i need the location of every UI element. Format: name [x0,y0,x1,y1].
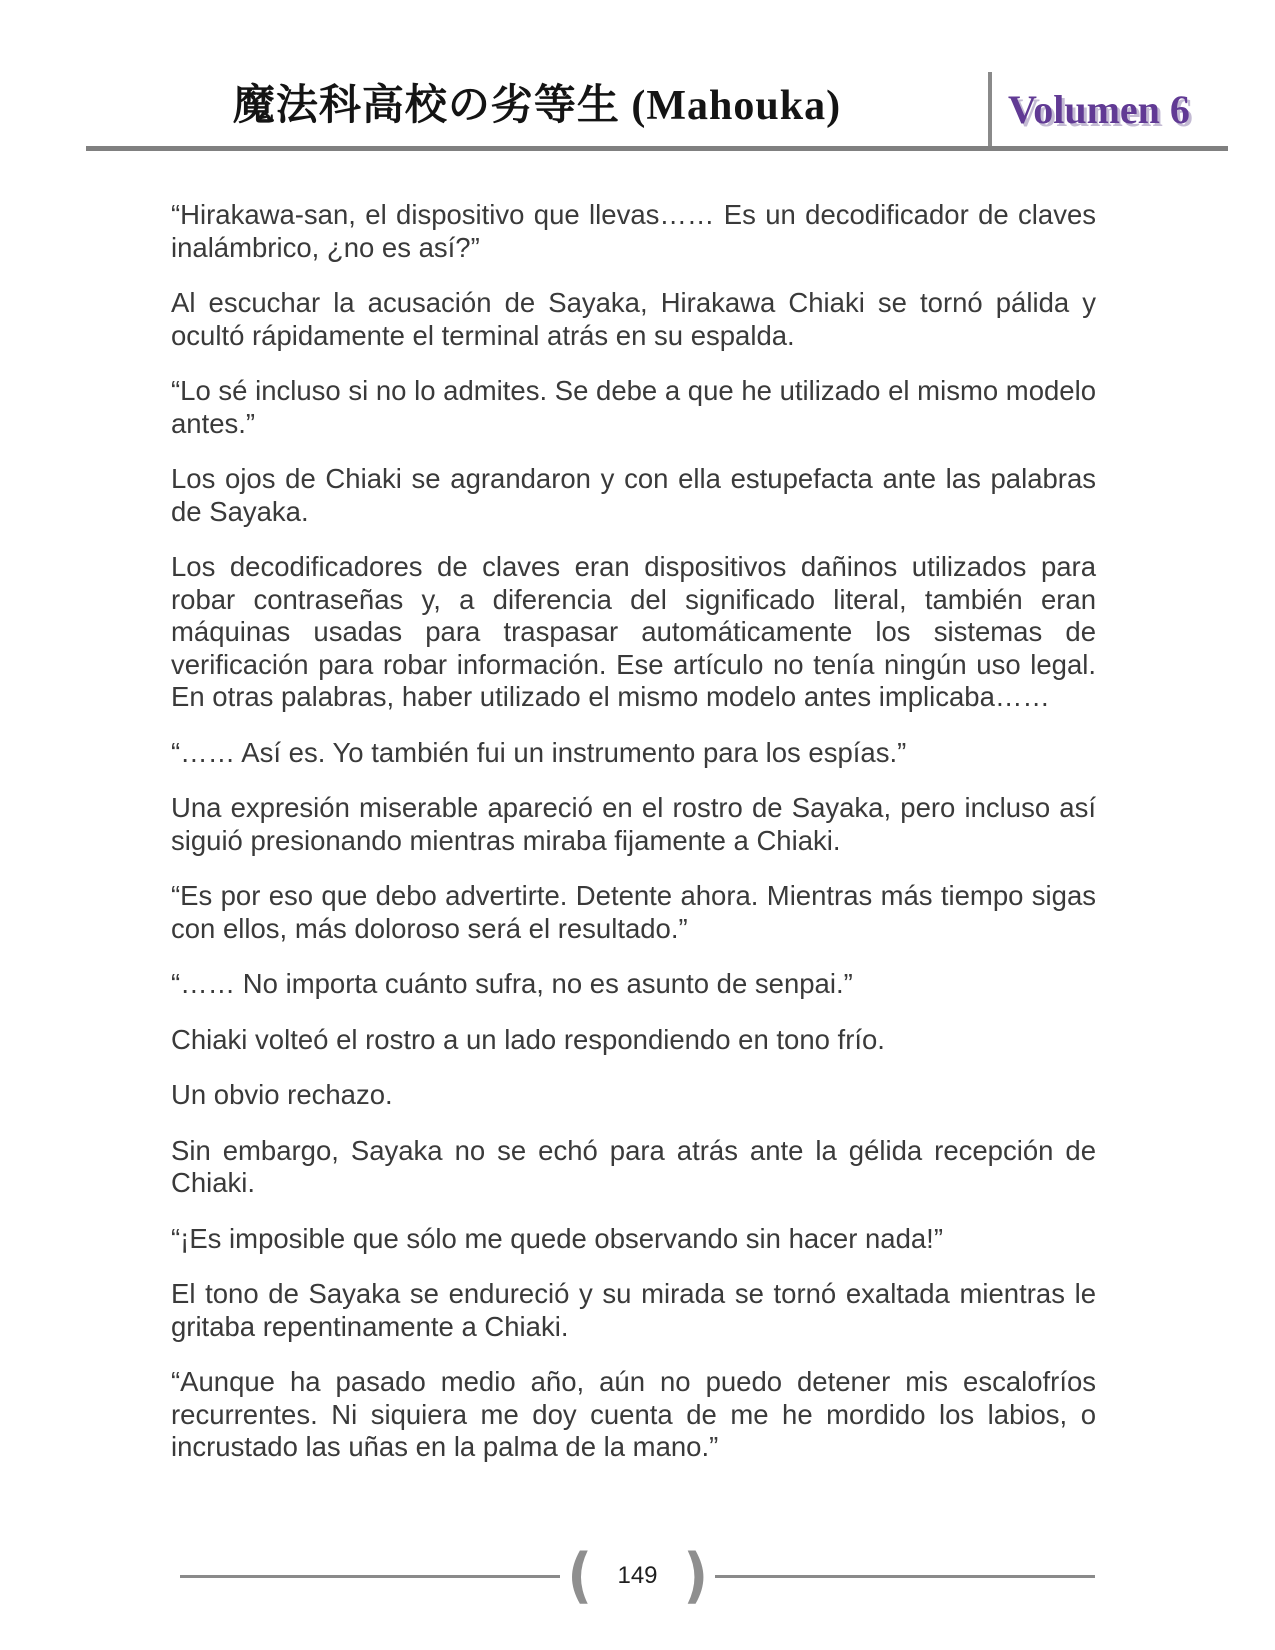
paragraph: Al escuchar la acusación de Sayaka, Hirakawa Chiaki se tornó pálida y ocultó rápidamente el terminal atrás en su espalda. [171,287,1096,351]
paragraph: “Es por eso que debo advertirte. Detente ahora. Mientras más tiempo sigas con ellos, más doloroso será el resultado.” [171,880,1096,944]
volume-label: Volumen 6 [1008,86,1190,132]
paragraph: El tono de Sayaka se endureció y su mirada se tornó exaltada mientras le gritaba repentinamente a Chiaki. [171,1278,1096,1342]
paragraph: “Aunque ha pasado medio año, aún no puedo detener mis escalofríos recurrentes. Ni siquiera me doy cuenta de me he mordido los labios, o incrustado las uñas en la palma de la mano.” [171,1366,1096,1462]
paragraph: “¡Es imposible que sólo me quede observando sin hacer nada!” [171,1222,943,1254]
page-footer [180,1541,1095,1611]
paragraph: “…… No importa cuánto sufra, no es asunto de senpai.” [171,968,853,999]
paragraph: Chiaki volteó el rostro a un lado respondiendo en tono frío. [171,1023,885,1055]
left-bracket-ornament: ( [567,1541,593,1611]
page-header [86,58,1228,151]
paragraph: Un obvio rechazo. [171,1079,393,1110]
paragraph: Sin embargo, Sayaka no se echó para atrás ante la gélida recepción de Chiaki. [171,1134,1096,1198]
paragraph: Los ojos de Chiaki se agrandaron y con ella estupefacta ante las palabras de Sayaka. [171,463,1096,527]
paragraph: Los decodificadores de claves eran dispositivos dañinos utilizados para robar contraseñas y, a diferencia del significado literal, también eran máquinas usadas para traspasar automáticamente los sistemas de verificación para robar información. Ese artículo no tenía ningún uso legal. En otras palabras, haber utilizado el mismo modelo antes implicaba…… [171,551,1096,712]
header-title-area [86,58,988,146]
document-title: 魔法科高校の劣等生 (Mahouka) [232,83,842,129]
volume-block [988,72,1228,146]
paragraph: Una expresión miserable apareció en el rostro de Sayaka, pero incluso así siguió presionando mientras miraba fijamente a Chiaki. [171,792,1096,856]
right-bracket-ornament: ) [682,1541,708,1611]
page-body [171,199,1096,1464]
footer-rule-left [180,1575,560,1578]
footer-rule-right [715,1575,1095,1578]
paragraph: “Lo sé incluso si no lo admites. Se debe a que he utilizado el mismo modelo antes.” [171,375,1096,439]
page-number: 149 [617,1562,658,1589]
paragraph: “Hirakawa-san, el dispositivo que llevas…… Es un decodificador de claves inalámbrico, ¿no es así?” [171,199,1096,263]
paragraph: “…… Así es. Yo también fui un instrumento para los espías.” [171,736,907,768]
